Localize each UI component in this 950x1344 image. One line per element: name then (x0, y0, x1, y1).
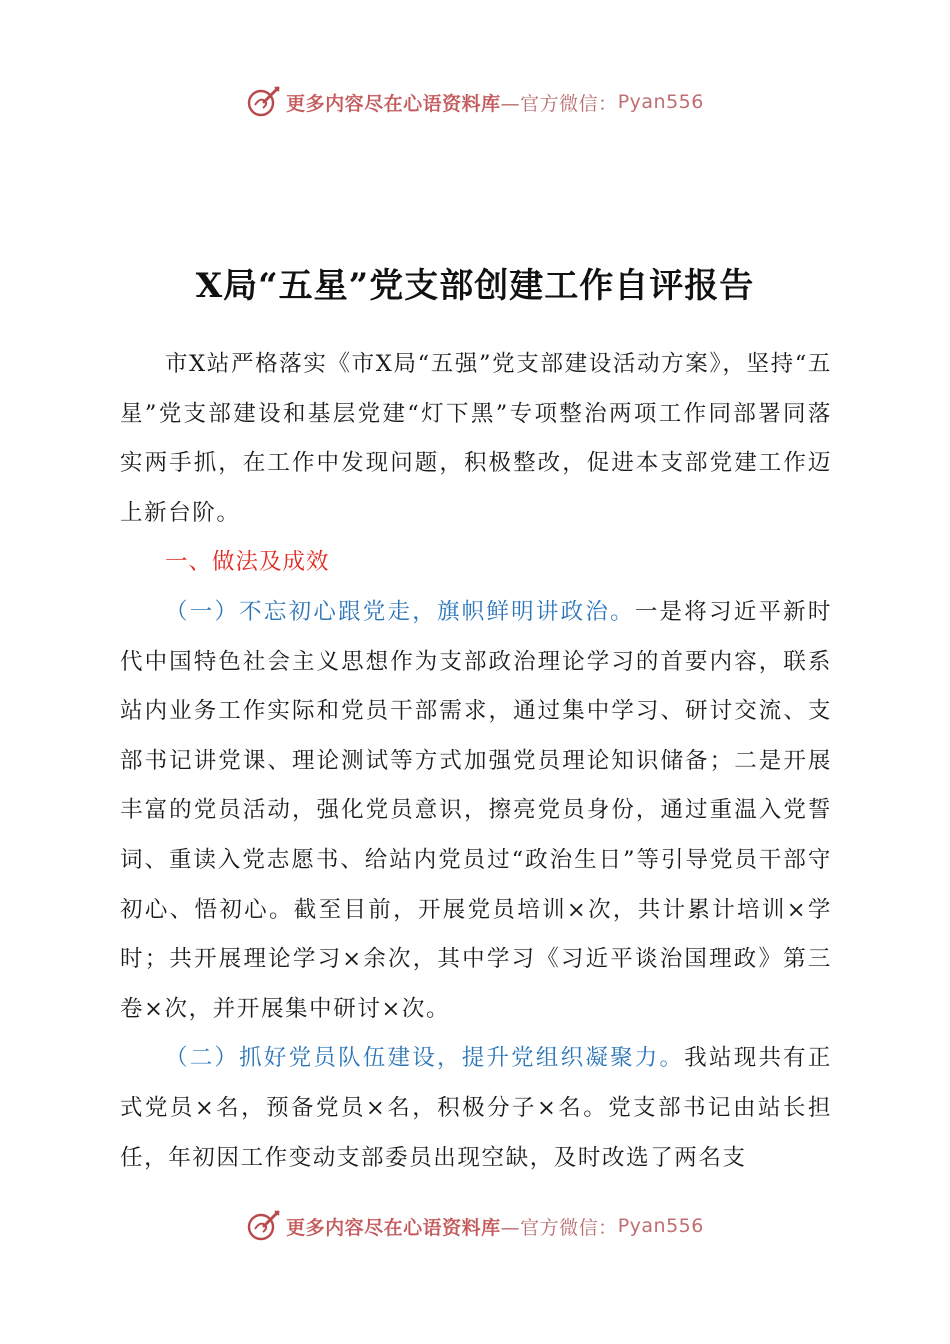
document-title: X局“五星”党支部创建工作自评报告 (195, 266, 755, 306)
section-heading: 一、做法及成效 (165, 549, 330, 576)
pen-logo-icon (246, 1209, 280, 1243)
watermark-wechat-label: —官方微信： (500, 1216, 618, 1239)
watermark-library-name: 更多内容尽在心语资料库 (286, 92, 501, 115)
watermark-wechat-id: Pyan556 (617, 1215, 704, 1237)
watermark-wechat-id: Pyan556 (617, 91, 704, 113)
item-paragraph-1 (120, 588, 832, 1034)
watermark-library-name: 更多内容尽在心语资料库 (286, 1216, 501, 1239)
item-body-1: 一是将习近平新时代中国特色社会主义思想作为支部政治理论学习的首要内容，联系站内业务工作实际和党员干部需求，通过集中学习、研讨交流、支部书记讲党课、理论测试等方式加强党员理论知识储备；二是开展丰富的党员活动，强化党员意识，擦亮党员身份，通过重温入党誓词、重读入党志愿书、给站内党员过“政治生日”等引导党员干部守初心、悟初心。截至目前，开展党员培训×次，共计累计培训×学时；共开展理论学习×余次，其中学习《习近平谈治国理政》第三卷×次，并开展集中研讨×次。 (120, 598, 832, 1022)
footer-watermark (0, 1206, 950, 1246)
item-body-2: 我站现共有正式党员×名，预备党员×名，积极分子×名。党支部书记由站长担任，年初因工作变动支部委员出现空缺，及时改选了两名支 (120, 1045, 832, 1171)
intro-paragraph: 市X站严格落实《市X局“五强”党支部建设活动方案》，坚持“五星”党支部建设和基层党建“灯下黑”专项整治两项工作同部署同落实两手抓，在工作中发现问题，积极整改，促进本支部党建工作迈上新台阶。 (120, 351, 832, 526)
item-heading-2: （二）抓好党员队伍建设，提升党组织凝聚力。 (165, 1045, 685, 1072)
watermark-wechat-label: —官方微信： (500, 92, 618, 115)
item-heading-1: （一）不忘初心跟党走，旗帜鲜明讲政治。 (165, 598, 635, 625)
item-paragraph-2 (120, 1034, 832, 1183)
document-body (120, 340, 832, 1183)
pen-logo-icon (246, 85, 280, 119)
header-watermark (0, 82, 950, 122)
